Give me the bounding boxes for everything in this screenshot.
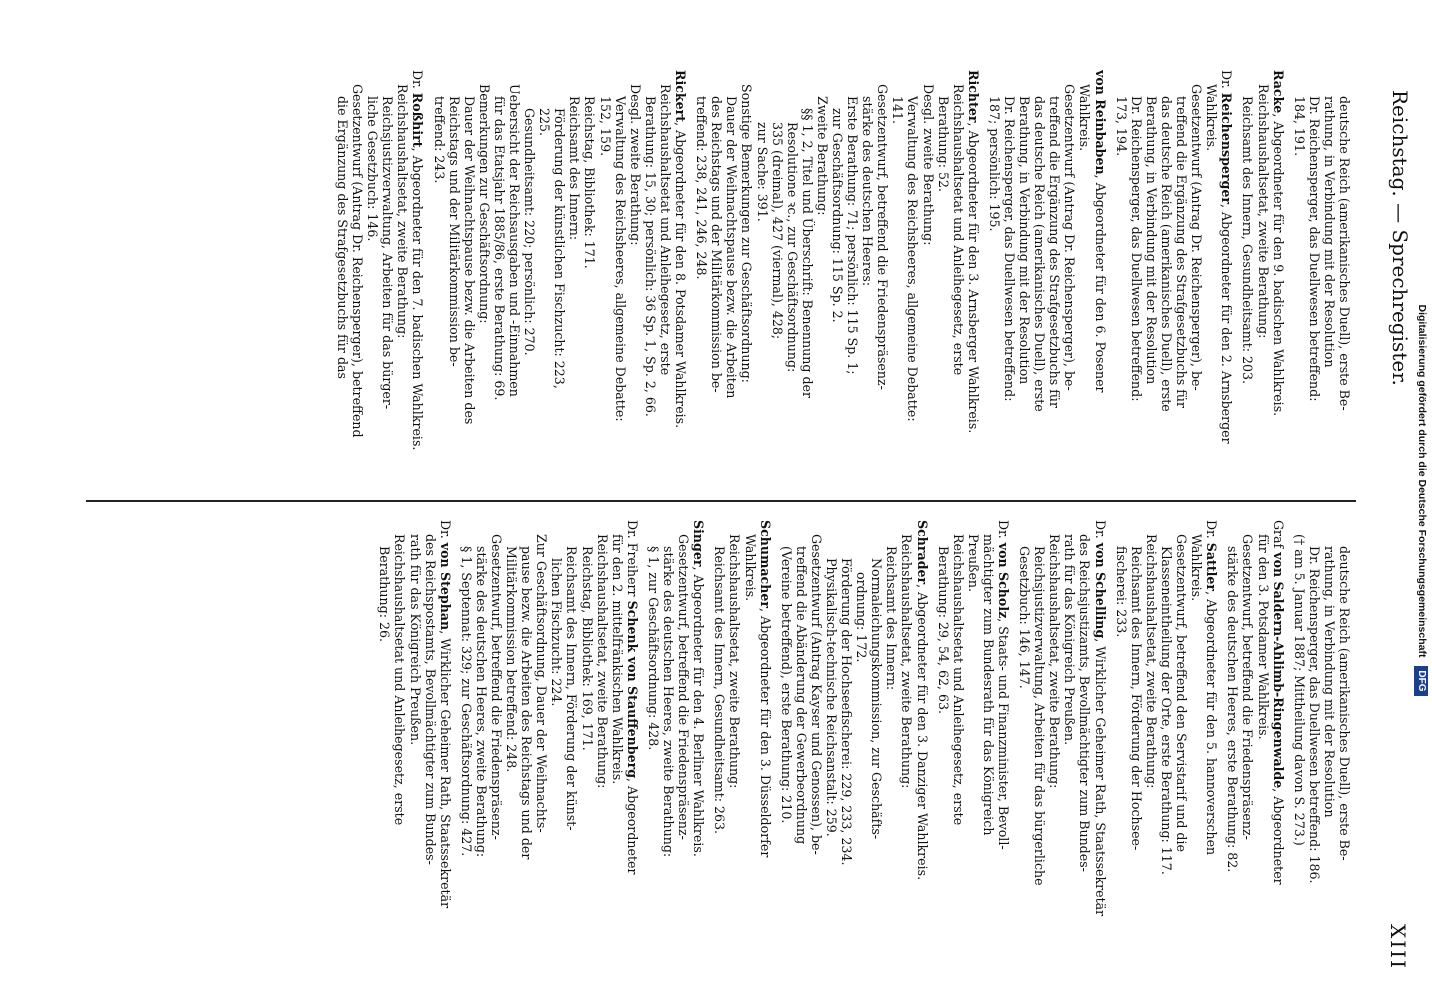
entry-line: Sonstige Bemerkungen zur Geschäftsordnung:: [739, 84, 755, 383]
entry-line: Reichsjustizverwaltung, Arbeiten für das bürgerliche: [1032, 546, 1048, 886]
entry-line: Berathung: 15, 30; persönlich: 36 Sp. 1, Sp. 2, 66.: [642, 96, 658, 417]
entry-heading-line: Dr. Freiherr Schenk von Stauffenberg, Abgeordneter: [624, 520, 640, 875]
register-entry: [431, 70, 688, 490]
entry-line: Desgl. zweite Berathung:: [627, 84, 643, 246]
entry-heading-line: Rickert, Abgeordneter für den 8. Potsdamer Wahlkreis.: [673, 70, 689, 429]
entry-line: rathung, in Verbindung mit der Resolution: [1321, 546, 1337, 818]
entry-heading-line: Singer, Abgeordneter für den 4. Berliner Wahlkreis.: [691, 520, 707, 857]
entry-line: lichen Fischzucht: 224.: [549, 558, 565, 707]
entry-line: Reichshaushaltsetat, zweite Berathung:: [899, 534, 915, 789]
entry-line: Berathung, in Verbindung mit der Resolution: [1143, 96, 1159, 385]
left-column: [329, 70, 1352, 490]
entry-line: Berathung, in Verbindung mit der Resolution: [1017, 96, 1033, 385]
register-entry: [459, 520, 640, 940]
entry-line: rath für das Königreich Preußen.: [1062, 534, 1078, 746]
entry-line: stärke des deutschen Heeres, zweite Berathung:: [473, 546, 489, 858]
entry-heading-line: Schumacher, Abgeordneter für den 3. Düsseldorfer: [757, 520, 773, 858]
entry-line: Uebersicht der Reichsausgaben und -Einnahmen: [507, 84, 523, 397]
person-name: von Schelling: [1092, 542, 1108, 639]
entry-heading-line: Dr. von Stephan, Wirklicher Geheimer Rath, Staatssekretär: [437, 520, 453, 909]
person-name: von Stephan: [437, 542, 453, 631]
entry-line: stärke des deutschen Heeres, zweite Berathung:: [661, 546, 677, 858]
entry-heading-line: deutsche Reich (amerikanisches Duell), erste Be-: [1337, 546, 1352, 861]
entry-line: Dr. Reichensperger, das Duellwesen betreffend:: [1306, 96, 1322, 402]
entry-line: Reichshaushaltsetat, zweite Berathung:: [1047, 534, 1063, 789]
person-name: Schenk von Stauffenberg: [624, 600, 640, 779]
entry-line: Dauer der Weihnachtspause bezw. die Arbeiten des: [461, 96, 477, 425]
person-name: Schumacher: [757, 520, 773, 609]
entry-line: 184, 191.: [1291, 96, 1307, 157]
entry-line: Reichsamt des Innern, Gesundheitsamt: 203.: [1240, 96, 1256, 385]
entry-heading-line: Graf von Saldern-Ahlimb-Ringenwalde, Abgeordneter: [1270, 520, 1286, 885]
entry-line: († am 5. Januar 1887; Mittheilung davon S. 273.): [1291, 534, 1307, 846]
entry-heading-line: deutsche Reich (amerikanisches Duell), erste Be-: [1337, 96, 1352, 411]
entry-line: Reichshaushaltsetat, zweite Berathung:: [1143, 534, 1159, 789]
entry-line: Wahlkreis.: [1189, 534, 1205, 602]
entry-heading-line: Dr. von Schelling, Wirklicher Geheimer Rath, Staatssekretär: [1092, 520, 1108, 917]
person-name: Roßhirt: [410, 92, 426, 148]
entry-line: Erste Berathung: 71; persönlich: 115 Sp. 1;: [845, 96, 861, 375]
entry-line: Reichsjustizverwaltung, Arbeiten für das bürger-: [380, 96, 396, 410]
entry-line: Gesetzentwurf (Antrag Kayser und Genossen), be-: [808, 534, 824, 855]
entry-line: Gesundheitsamt: 220; persönlich: 270.: [522, 108, 538, 356]
entry-line: Dr. Reichensperger, das Duellwesen betreffend:: [1128, 96, 1144, 402]
entry-line: Reichshaushaltsetat und Anleihegesetz, erste: [392, 534, 408, 826]
entry-line: Berathung: 52.: [935, 96, 951, 192]
entry-line: für das Etatsjahr 1885/86, erste Berathung: 69.: [491, 96, 507, 401]
entry-line: Reichshaushaltsetat, zweite Berathung:: [1255, 84, 1271, 339]
entry-line: Gesetzentwurf (Antrag Dr. Reichensperger), be-: [1189, 84, 1205, 391]
running-title: Reichstag. — Sprechregister.: [1388, 90, 1412, 386]
entry-line: rathung, in Verbindung mit der Resolution: [1321, 96, 1337, 368]
entry-line: mächtigter zum Bundesrath für das Königreich: [980, 534, 996, 836]
entry-line: Militärkommission betreffend: 248.: [504, 546, 520, 773]
entry-heading-line: Dr. Roßhirt, Abgeordneter für den 7. badischen Wahlkreis.: [410, 70, 426, 451]
entry-line: Resolutione ꝛc., zur Geschäftsordnung:: [784, 122, 800, 373]
entry-line: Bemerkungen zur Geschäftsordnung:: [476, 84, 492, 324]
entry-line: treffend die Ergänzung des Strafgesetzbuchs für: [1047, 96, 1063, 409]
entry-line: Dauer der Weihnachtspause bezw. die Arbeiten: [724, 96, 740, 399]
entry-line: Reichsamt des Innern:: [567, 96, 583, 241]
person-name: von Reinbaben: [1092, 70, 1108, 175]
entry-line: Verwaltung des Reichsheeres, allgemeine Debatte:: [905, 96, 921, 422]
entry-line: Reichsamt des Innern, Förderung der künst-: [564, 546, 580, 831]
person-name: Singer: [691, 520, 707, 567]
entry-line: 225.: [537, 108, 553, 137]
entry-line: Gesetzentwurf, betreffend die Friedenspräsenz-: [875, 84, 891, 390]
entry-line: 141.: [890, 96, 906, 125]
register-entry: [335, 70, 426, 490]
digitization-note: Digitalisierung gefördert durch die Deutsche Forschungsgemeinschaft: [1416, 304, 1428, 658]
entry-line: Reichsamt des Innern, Förderung der Hochsee-: [1128, 546, 1144, 851]
entry-heading-line: Dr. Sattler, Abgeordneter für den 5. hannoverschen: [1204, 520, 1220, 856]
digitization-sidebar: [1412, 0, 1432, 1000]
entry-line: für den 2. mittelfränkischen Wahlkreis.: [609, 534, 625, 785]
entry-line: das deutsche Reich (amerikanisches Duell), erste: [1032, 96, 1048, 412]
right-column: [371, 520, 1352, 940]
entry-line: zur Sache: 391.: [754, 122, 770, 222]
entry-line: Verwaltung des Reichsheeres, allgemeine Debatte:: [612, 96, 628, 422]
entry-line: das deutsche Reich (amerikanisches Duell), erste: [1158, 96, 1174, 412]
entry-line: Reichshaushaltsetat, zweite Berathung:: [727, 534, 743, 789]
entry-line: Zweite Berathung:: [814, 96, 830, 216]
entry-line: Dr. Reichensperger, das Duellwesen betreffend: 186.: [1306, 546, 1322, 884]
entry-line: Wahlkreis.: [1204, 84, 1220, 152]
entry-line: Gesetzentwurf, betreffend die Friedenspräsenz-: [676, 534, 692, 840]
entry-heading-line: Schrader, Abgeordneter für den 3. Danziger Wahlkreis.: [914, 520, 930, 881]
entry-line: ordnung: 172.: [854, 572, 870, 663]
entry-line: treffend die Ergänzung des Strafgesetzbuchs für: [1174, 96, 1190, 409]
entry-line: Förderung der künstlichen Fischzucht: 223,: [552, 108, 568, 389]
page-number: XIII: [1386, 924, 1410, 970]
entry-line: pause bezw. die Arbeiten des Reichstags und der: [519, 546, 535, 860]
register-entry: [1292, 70, 1352, 490]
entry-line: § 1, Septennat: 329; zur Geschäftsordnung: 427.: [458, 546, 474, 857]
register-entry: [779, 520, 930, 940]
entry-line: die Ergänzung des Strafgesetzbuchs für das: [335, 96, 350, 379]
entry-line: Berathung: 26.: [377, 546, 393, 642]
entry-line: 152, 159.: [597, 96, 613, 157]
entry-line: Zur Geschäftsordnung, Dauer der Weihnachts-: [534, 534, 550, 833]
register-entry: [377, 520, 452, 940]
entry-line: stärke des deutschen Heeres:: [860, 96, 876, 287]
entry-line: § 1, zur Geschäftsordnung: 428.: [645, 546, 661, 751]
entry-line: Reichshaushaltsetat, zweite Berathung:: [594, 534, 610, 789]
person-name: Schrader: [914, 520, 930, 585]
register-entry: [1017, 520, 1108, 940]
entry-heading-line: Richter, Abgeordneter für den 3. Arnsberger Wahlkreis.: [965, 70, 981, 434]
entry-line: stärke des deutschen Heeres, erste Berathung: 82.: [1225, 546, 1241, 873]
person-name: von Scholz: [996, 542, 1012, 619]
entry-line: Reichshaushaltsetat, zweite Berathung:: [395, 84, 411, 339]
entry-line: Gesetzentwurf, betreffend die Friedenspräsenz-: [1240, 534, 1256, 840]
register-entry: [1114, 70, 1235, 490]
entry-line: Reichsamt des Innern, Gesundheitsamt: 263.: [712, 546, 728, 835]
entry-line: Normaleichungskommission, zur Geschäfts-: [869, 558, 885, 840]
entry-line: 335 (dreimal), 427 (viermal), 428;: [769, 122, 785, 340]
entry-line: treffend: 243.: [431, 96, 447, 184]
person-name: von Saldern-Ahlimb-Ringenwalde: [1270, 552, 1286, 789]
entry-line: (Vereine betreffend), erste Berathung: 210.: [778, 546, 794, 824]
entry-line: des Reichsjustizamts, Bevollmächtigter zum Bundes-: [1077, 534, 1093, 872]
entry-line: Reichstag, Bibliothek: 171.: [582, 96, 598, 269]
entry-line: Berathung: 29, 54, 62, 63.: [935, 546, 951, 715]
entry-line: Reichshaushaltsetat und Anleihegesetz, erste: [950, 534, 966, 826]
entry-line: Desgl. zweite Berathung:: [920, 84, 936, 246]
entry-line: Preußen.: [965, 534, 981, 593]
entry-line: des Reichspostamts, Bevollmächtigter zum Bundes-: [422, 534, 438, 865]
entry-line: Gesetzentwurf (Antrag Dr. Reichensperger), betreffend: [350, 84, 366, 438]
entry-line: §§ 1, 2, Titel und Überschrift: Benennung der: [799, 108, 815, 399]
register-entry: [1225, 520, 1285, 940]
entry-line: Reichshaushaltsetat und Anleihegesetz, erste: [950, 84, 966, 376]
entry-line: Gesetzentwurf, betreffend die Friedenspräsenz-: [489, 534, 505, 840]
register-entry: [646, 520, 706, 940]
register-entry: [694, 70, 981, 490]
entry-line: Physikalisch-technische Reichsanstalt: 259.: [824, 558, 839, 837]
person-name: Richter: [965, 70, 981, 123]
entry-line: Gesetzbuch: 146, 147.: [1017, 546, 1033, 689]
register-entry: [1114, 520, 1220, 940]
entry-heading-line: von Reinbaben, Abgeordneter für den 6. Posener: [1092, 70, 1108, 393]
entry-line: zur Geschäftsordnung: 115 Sp. 2.: [830, 108, 845, 323]
entry-line: 187; persönlich: 195.: [986, 96, 1002, 232]
entry-line: Förderung der Hochseefischerei: 229, 233, 234.: [839, 558, 855, 866]
entry-line: Wahlkreis.: [742, 534, 758, 602]
entry-line: Reichshaushaltsetat und Anleihegesetz, erste: [657, 84, 673, 376]
register-entry: [987, 70, 1108, 490]
entry-line: für den 3. Potsdamer Wahlkreis.: [1255, 534, 1271, 740]
entry-line: Reichsamt des Innern:: [884, 546, 900, 691]
dfg-logo: DFG: [1414, 666, 1428, 695]
register-entry: [936, 520, 1011, 940]
entry-line: 173, 194.: [1113, 96, 1129, 157]
column-divider: [86, 500, 1356, 502]
register-entry: [1292, 520, 1352, 940]
entry-heading-line: Dr. von Scholz, Staats- und Finanzminister, Bevoll-: [996, 520, 1012, 850]
entry-line: rath für das Königreich Preußen.: [407, 534, 423, 746]
register-entry: [1240, 70, 1285, 490]
entry-heading-line: Racke, Abgeordneter für den 9. badischen Wahlkreis.: [1270, 70, 1286, 417]
entry-line: Gesetzentwurf, betreffend den Servistarif und die: [1174, 534, 1190, 852]
entry-line: Reichstags und der Militärkommission be-: [446, 96, 462, 367]
register-entry: [712, 520, 772, 940]
entry-line: Gesetzentwurf (Antrag Dr. Reichensperger), be-: [1062, 84, 1078, 391]
entry-line: liche Gesetzbuch: 146.: [365, 96, 381, 242]
entry-line: Klasseneintheilung der Orte, erste Berathung: 117.: [1158, 546, 1174, 875]
person-name: Rickert: [673, 70, 689, 123]
entry-line: fischerei: 233.: [1113, 546, 1129, 638]
entry-line: treffend: 238, 241, 246, 248.: [694, 96, 710, 280]
entry-line: Dr. Reichensperger, das Duellwesen betreffend:: [1002, 96, 1018, 402]
entry-line: des Reichstags und der Militärkommission be-: [709, 96, 725, 393]
person-name: Sattler: [1204, 542, 1220, 592]
entry-heading-line: Dr. Reichensperger, Abgeordneter für den 2. Arnsberger: [1219, 70, 1235, 444]
entry-line: Reichstag, Bibliothek: 169, 171.: [579, 546, 595, 751]
entry-line: Wahlkreis.: [1077, 84, 1093, 152]
person-name: Reichensperger: [1219, 92, 1235, 205]
person-name: Racke: [1270, 70, 1286, 114]
entry-line: treffend die Abänderung der Gewerbeordnung: [793, 546, 809, 845]
